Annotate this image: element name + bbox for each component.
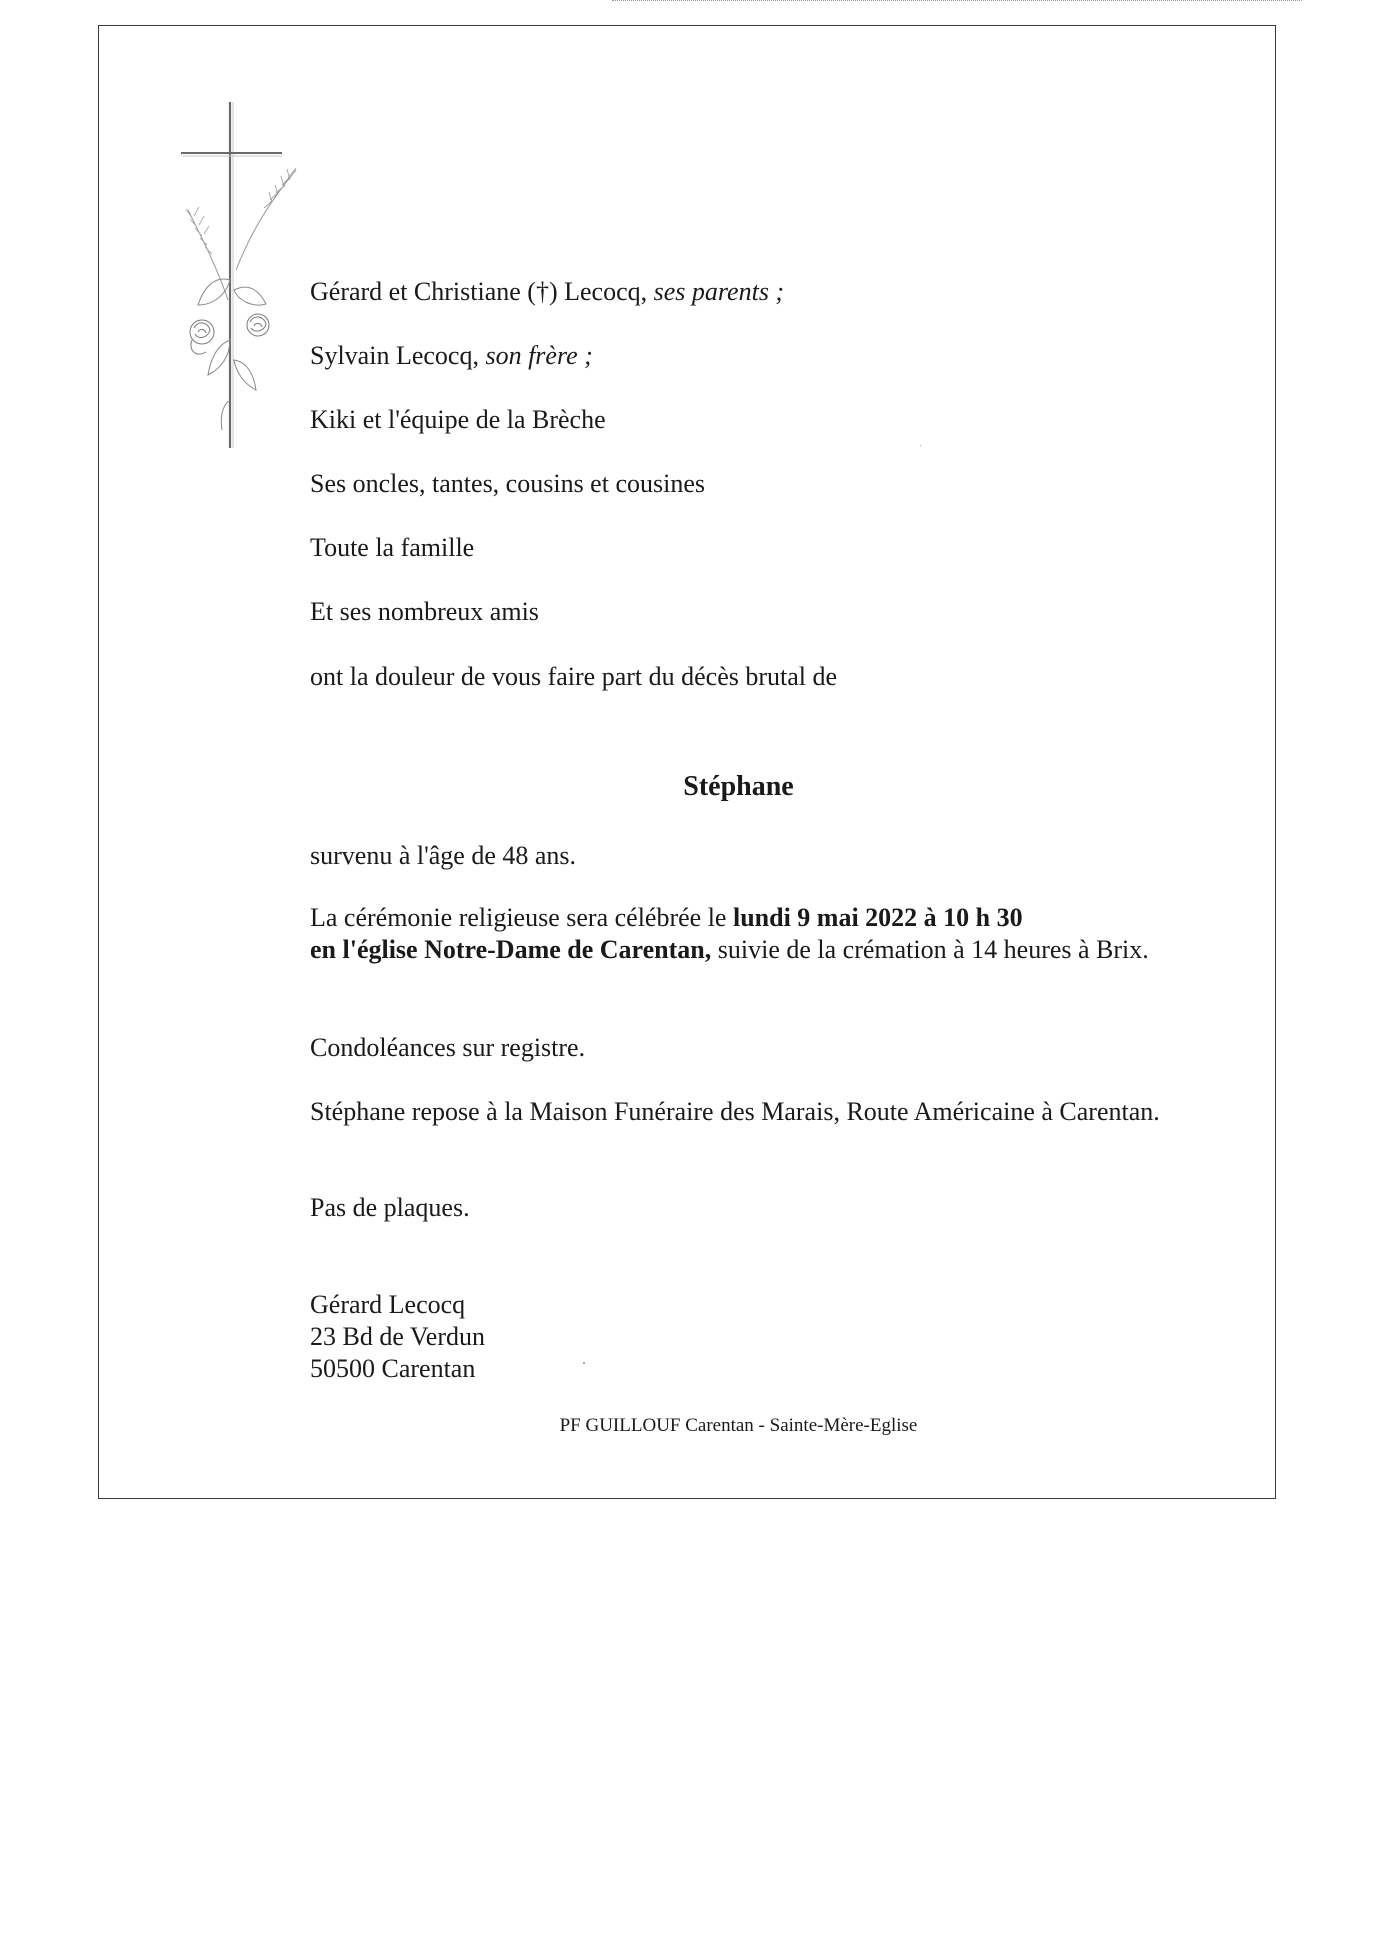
family-line: Toute la famille — [310, 533, 475, 562]
contact-city: 50500 Carentan — [310, 1354, 476, 1383]
brother-line — [310, 340, 593, 372]
rest-place-paragraph: Stéphane repose à la Maison Funéraire des Marais, Route Américaine à Carentan. — [310, 1097, 1160, 1126]
age-line: survenu à l'âge de 48 ans. — [310, 841, 577, 870]
funeral-home-credit: PF GUILLOUF Carentan - Sainte-Mère-Eglise — [559, 1415, 918, 1436]
parents-role: ses parents ; — [653, 277, 785, 306]
condolences-line: Condoléances sur registre. — [310, 1033, 586, 1062]
ceremony-place: en l'église Notre-Dame de Carentan, — [310, 935, 712, 964]
cross-with-wheat-and-rose-icon — [178, 100, 308, 450]
no-plaques-line: Pas de plaques. — [310, 1193, 470, 1222]
scan-speck — [920, 445, 921, 446]
parents-name: Gérard et Christiane (†) Lecocq, — [310, 277, 648, 306]
ceremony-datetime: lundi 9 mai 2022 à 10 h 30 — [732, 903, 1023, 932]
ceremony-paragraph — [310, 902, 1170, 966]
friends-line: Et ses nombreux amis — [310, 597, 539, 626]
scan-edge-line — [612, 0, 1302, 2]
deceased-name: Stéphane — [683, 771, 794, 802]
contact-street: 23 Bd de Verdun — [310, 1322, 486, 1351]
brother-name: Sylvain Lecocq, — [310, 341, 479, 370]
announcement-line: ont la douleur de vous faire part du décès brutal de — [310, 662, 838, 691]
scan-speck — [583, 1362, 585, 1364]
contact-name: Gérard Lecocq — [310, 1290, 466, 1319]
breche-team-line: Kiki et l'équipe de la Brèche — [310, 405, 606, 434]
brother-role: son frère ; — [485, 341, 593, 370]
relatives-line: Ses oncles, tantes, cousins et cousines — [310, 469, 705, 498]
parents-line — [310, 276, 784, 308]
ceremony-intro: La cérémonie religieuse sera célébrée le — [310, 903, 733, 932]
ceremony-rest: suivie de la crémation à 14 heures à Brix. — [711, 935, 1149, 964]
